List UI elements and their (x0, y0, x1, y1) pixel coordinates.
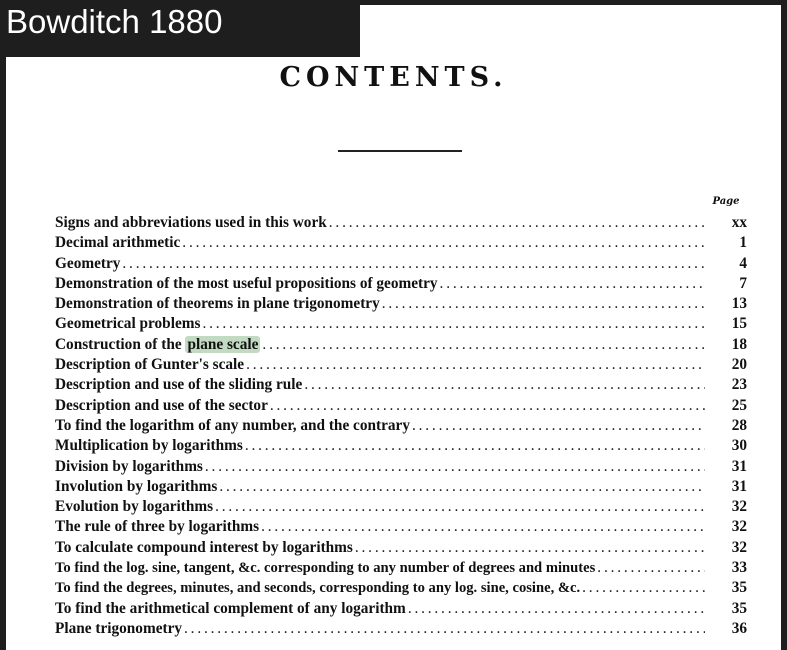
leader-dots (440, 274, 705, 294)
toc-entry-title: Plane trigonometry (55, 619, 183, 637)
leader-dots (597, 558, 705, 578)
leader-dots (408, 599, 705, 619)
toc-entry-title: Signs and abbreviations used in this work (55, 214, 327, 231)
toc-entry (55, 517, 747, 537)
toc-entry-page: 1 (739, 234, 747, 252)
toc-entry-title: To find the log. sine, tangent, &c. corresponding to any number of degrees and minutes (55, 560, 596, 577)
toc-entry (55, 335, 747, 355)
toc-entry-title (55, 335, 260, 355)
toc-entry-page: 36 (731, 619, 747, 637)
toc-entry-title: To calculate compound interest by logarithms (55, 538, 353, 556)
toc-entry (55, 497, 747, 517)
leader-dots (182, 233, 705, 253)
toc-entry-page: 18 (731, 335, 747, 353)
toc-entry-title: Multiplication by logarithms (55, 437, 243, 455)
contents-heading: CONTENTS. (279, 62, 508, 93)
leader-dots (304, 375, 705, 395)
table-of-contents (55, 213, 747, 639)
leader-dots (245, 436, 705, 456)
toc-entry-page: 4 (739, 254, 747, 272)
toc-entry-page: 33 (731, 559, 747, 577)
toc-entry (55, 416, 747, 436)
toc-entry-title: To find the degrees, minutes, and seconds, corresponding to any log. sine, cosine, &c. (55, 580, 581, 597)
toc-entry (55, 274, 747, 294)
toc-entry-title: The rule of three by logarithms (55, 518, 260, 536)
leader-dots (215, 497, 705, 517)
leader-dots (261, 517, 705, 537)
leader-dots (329, 213, 705, 233)
toc-entry (55, 355, 747, 375)
toc-entry-title: To find the logarithm of any number, and the contrary (55, 416, 410, 434)
title-label: Bowditch 1880 (6, 3, 223, 40)
leader-dots (219, 477, 705, 497)
toc-entry-page: 23 (731, 376, 747, 394)
toc-entry (55, 477, 747, 497)
toc-entry-page: 28 (731, 416, 747, 434)
page-column-header: Page (712, 196, 740, 207)
toc-entry-page: 20 (731, 356, 747, 374)
toc-entry-page: 7 (739, 274, 747, 292)
toc-entry (55, 558, 747, 578)
toc-entry-page: 31 (731, 457, 747, 475)
toc-entry-title-text: Construction of the (55, 335, 186, 353)
toc-entry-title: Division by logarithms (55, 457, 203, 475)
toc-entry-page: xx (731, 214, 747, 231)
toc-entry-title: Description and use of the sliding rule (55, 376, 303, 394)
leader-dots (246, 355, 705, 375)
leader-dots (184, 619, 705, 639)
toc-entry-page: 13 (731, 295, 747, 313)
leader-dots (205, 457, 705, 477)
heading-divider (338, 150, 462, 152)
toc-entry (55, 294, 747, 314)
toc-entry-title: Involution by logarithms (55, 477, 218, 495)
toc-entry-page: 15 (731, 315, 747, 333)
toc-entry-page: 25 (731, 396, 747, 414)
leader-dots (582, 578, 705, 598)
toc-entry (55, 254, 747, 274)
leader-dots (412, 416, 705, 436)
toc-entry (55, 538, 747, 558)
leader-dots (270, 396, 705, 416)
toc-entry-title: Decimal arithmetic (55, 234, 181, 252)
toc-entry-page: 32 (731, 498, 747, 516)
leader-dots (355, 538, 705, 558)
toc-entry (55, 314, 747, 334)
toc-entry-page: 32 (731, 518, 747, 536)
toc-entry (55, 457, 747, 477)
toc-entry (55, 436, 747, 456)
toc-entry (55, 599, 747, 619)
toc-entry-title: Geometrical problems (55, 315, 201, 333)
leader-dots (122, 254, 705, 274)
title-label-bar (0, 0, 360, 57)
leader-dots (262, 335, 705, 355)
toc-entry-page: 35 (731, 579, 747, 597)
toc-entry (55, 619, 747, 639)
toc-entry-title: Description of Gunter's scale (55, 356, 245, 374)
toc-entry-title: Demonstration of theorems in plane trigonometry (55, 295, 380, 313)
toc-entry-title: Evolution by logarithms (55, 498, 214, 516)
toc-entry-page: 35 (731, 599, 747, 617)
toc-entry (55, 233, 747, 253)
leader-dots (382, 294, 705, 314)
toc-entry-page: 30 (731, 437, 747, 455)
toc-entry (55, 213, 747, 233)
toc-entry (55, 375, 747, 395)
highlighted-text: plane scale (187, 335, 259, 353)
toc-entry-page: 31 (731, 477, 747, 495)
toc-entry-title: To find the arithmetical complement of any logarithm (55, 599, 406, 617)
toc-entry-title: Demonstration of the most useful propositions of geometry (55, 274, 438, 292)
toc-entry-title: Description and use of the sector (55, 396, 268, 414)
leader-dots (202, 314, 705, 334)
toc-entry (55, 396, 747, 416)
toc-entry-title: Geometry (55, 254, 121, 272)
toc-entry-page: 32 (731, 538, 747, 556)
toc-entry (55, 578, 747, 598)
